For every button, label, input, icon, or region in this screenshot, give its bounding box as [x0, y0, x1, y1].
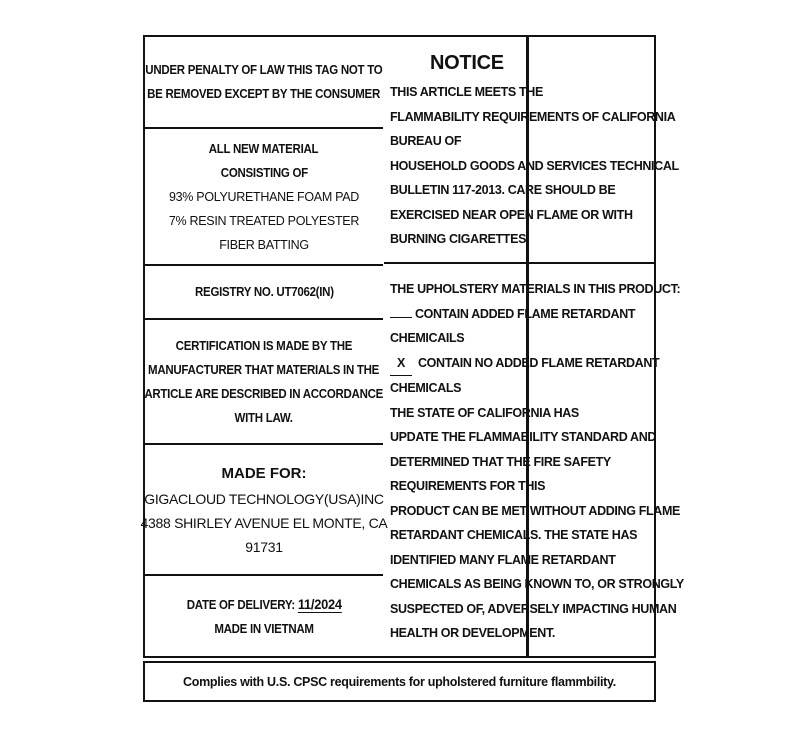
material-line-2: CONSISTING OF: [220, 165, 308, 180]
removal-warning-cell: [145, 37, 383, 127]
notice-line: BUREAU OF: [390, 134, 462, 148]
state-line: PRODUCT CAN BE MET WITHOUT ADDING FLAME: [390, 503, 681, 518]
state-line: RETARDANT CHEMICALS. THE STATE HAS: [390, 528, 638, 542]
option-none-row: [390, 351, 684, 377]
notice-line: BURNING CIGARETTES.: [390, 232, 530, 246]
certification-line-4: WITH LAW.: [234, 410, 294, 425]
option-none-cont: CHEMICALS: [390, 381, 462, 395]
state-line: THE STATE OF CALIFORNIA HAS: [390, 405, 579, 420]
notice-line: BULLETIN 117-2013. CARE SHOULD BE: [390, 183, 616, 197]
option-added-checkline: [390, 305, 412, 318]
material-line-5: FIBER BATTING: [219, 237, 309, 252]
flame-retardant-section: [390, 277, 684, 646]
made-for-address: 4388 SHIRLEY AVENUE EL MONTE, CA: [140, 514, 388, 531]
state-line: SUSPECTED OF, ADVERSELY IMPACTING HUMAN: [390, 601, 677, 616]
country-of-origin: MADE IN VIETNAM: [214, 621, 314, 636]
notice-title: NOTICE: [430, 52, 504, 74]
divider: [384, 262, 654, 264]
certification-line-1: CERTIFICATION IS MADE BY THE: [175, 338, 353, 353]
state-line: DETERMINED THAT THE FIRE SAFETY: [390, 454, 611, 469]
registry-number: REGISTRY NO. UT7062(IN): [194, 285, 334, 299]
option-added-cont: CHEMICAILS: [390, 331, 465, 345]
made-for-zip: 91731: [245, 538, 283, 555]
option-none-mark: X: [390, 351, 412, 377]
option-added-row: [390, 302, 684, 327]
delivery-date-row: [186, 592, 341, 617]
state-line: CHEMICALS AS BEING KNOWN TO, OR STRONGLY: [390, 577, 684, 591]
notice-line: FLAMMABILITY REQUIREMENTS OF CALIFORNIA: [390, 109, 676, 124]
state-line: HEALTH OR DEVELOPMENT.: [390, 626, 555, 640]
option-none-label: CONTAIN NO ADDED FLAME RETARDANT: [418, 355, 660, 370]
material-content-cell: [145, 129, 383, 264]
registry-cell: [145, 266, 383, 318]
certification-line-3: ARTICLE ARE DESCRIBED IN ACCORDANCE: [144, 386, 384, 401]
state-line: UPDATE THE FLAMMABILITY STANDARD AND: [390, 430, 657, 444]
delivery-date-label: DATE OF DELIVERY:: [186, 597, 295, 612]
removal-warning-line-1: UNDER PENALTY OF LAW THIS TAG NOT TO: [145, 63, 383, 77]
delivery-date-value: 11/2024: [297, 595, 342, 612]
delivery-cell: [145, 576, 383, 656]
made-for-company: GIGACLOUD TECHNOLOGY(USA)INC: [144, 490, 384, 507]
made-for-cell: [140, 445, 388, 574]
made-for-title: MADE FOR:: [221, 464, 307, 482]
certification-line-2: MANUFACTURER THAT MATERIALS IN THE: [148, 362, 380, 377]
notice-line: HOUSEHOLD GOODS AND SERVICES TECHNICAL: [390, 158, 679, 173]
cpsc-compliance-footer: [143, 661, 656, 702]
materials-intro: THE UPHOLSTERY MATERIALS IN THIS PRODUCT:: [390, 282, 681, 296]
certification-cell: [145, 320, 383, 443]
notice-line: THIS ARTICLE MEETS THE: [390, 85, 543, 99]
material-line-3: 93% POLYURETHANE FOAM PAD: [169, 189, 359, 204]
material-line-4: 7% RESIN TREATED POLYESTER: [168, 213, 360, 228]
notice-text: [390, 80, 679, 252]
notice-line: EXERCISED NEAR OPEN FLAME OR WITH: [390, 207, 633, 222]
state-line: IDENTIFIED MANY FLAME RETARDANT: [390, 552, 616, 567]
state-line: REQUIREMENTS FOR THIS: [390, 479, 546, 493]
option-added-label: CONTAIN ADDED FLAME RETARDANT: [415, 306, 636, 321]
cpsc-compliance-text: Complies with U.S. CPSC requirements for upholstered furniture flammbility.: [183, 674, 616, 689]
material-line-1: ALL NEW MATERIAL: [209, 141, 319, 156]
removal-warning-line-2: BE REMOVED EXCEPT BY THE CONSUMER: [147, 87, 381, 101]
